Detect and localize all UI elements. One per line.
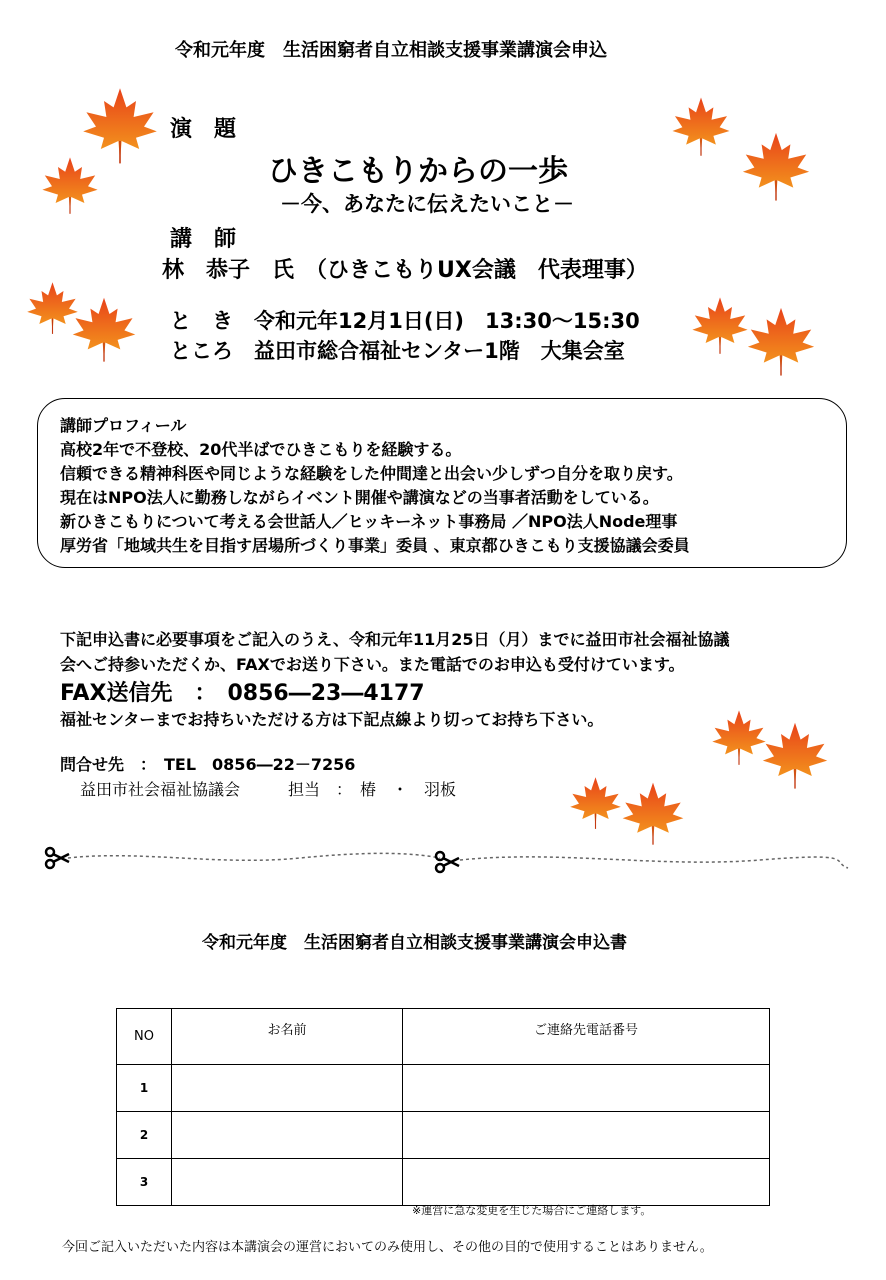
row-number: 3 [117, 1159, 172, 1206]
fax-number: FAX送信先 ： 0856―23―4177 [60, 681, 425, 706]
row-number: 2 [117, 1112, 172, 1159]
profile-line: 厚労省「地域共生を目指す居場所づくり事業」委員 、東京都ひきこもり支援協議会委員 [60, 536, 690, 555]
profile-line: 現在はNPO法人に勤務しながらイベント開催や講演などの当事者活動をしている。 [60, 488, 659, 507]
table-row [117, 1112, 770, 1159]
contact-phone: 問合せ先 ： TEL 0856―22－7256 [60, 755, 356, 774]
column-header-phone: ご連絡先電話番号 [403, 1009, 770, 1065]
name-cell[interactable] [172, 1159, 403, 1206]
speaker-label: 講 師 [170, 227, 237, 252]
profile-line: 新ひきこもりについて考える会世話人／ヒッキーネット事務局 ／NPO法人Node理事 [60, 512, 678, 531]
contact-organization: 益田市社会福祉協議会 担当 ： 椿 ・ 羽板 [80, 780, 457, 799]
date-line: と き 令和元年12月1日(日) 13:30～15:30 [170, 309, 640, 333]
maple-leaf-icon [80, 85, 160, 165]
table-row [117, 1159, 770, 1206]
privacy-notice: 今回ご記入いただいた内容は本講演会の運営においてのみ使用し、その他の目的で使用することはありません。 [62, 1240, 713, 1255]
speaker-profile-box [37, 398, 847, 568]
maple-leaf-icon [740, 130, 812, 202]
column-header-name: お名前 [172, 1009, 403, 1065]
lecture-subtitle: －今、あなたに伝えたいこと－ [280, 192, 574, 216]
phone-cell[interactable] [403, 1112, 770, 1159]
column-header-no: NO [117, 1009, 172, 1065]
place-line: ところ 益田市総合福祉センター1階 大集会室 [170, 339, 625, 363]
theme-label: 演 題 [170, 117, 237, 142]
application-form-table [116, 1008, 770, 1206]
maple-leaf-icon [620, 780, 686, 846]
maple-leaf-icon [568, 775, 623, 830]
profile-line: 高校2年で不登校、20代半ばでひきこもりを経験する。 [60, 440, 462, 459]
instructions-line-1: 下記申込書に必要事項をご記入のうえ、令和元年11月25日（月）までに益田市社会福祉協議 [60, 630, 730, 649]
speaker-name: 林 恭子 氏 （ひきこもりUX会議 代表理事） [162, 258, 648, 283]
row-number: 1 [117, 1065, 172, 1112]
phone-cell[interactable] [403, 1159, 770, 1206]
profile-line: 信頼できる精神科医や同じような経験をした仲間達と出会い少しずつ自分を取り戻す。 [60, 464, 683, 483]
scissors-icon [434, 850, 460, 874]
maple-leaf-icon [670, 95, 732, 157]
table-row [117, 1065, 770, 1112]
cut-note: 福祉センターまでお持ちいただける方は下記点線より切ってお持ち下さい。 [60, 710, 604, 729]
name-cell[interactable] [172, 1065, 403, 1112]
form-title: 令和元年度 生活困窮者自立相談支援事業講演会申込書 [202, 933, 627, 953]
lecture-title: ひきこもりからの一歩 [268, 154, 568, 189]
scissors-icon [44, 846, 70, 870]
maple-leaf-icon [40, 155, 100, 215]
page-header-title: 令和元年度 生活困窮者自立相談支援事業講演会申込 [175, 40, 607, 61]
maple-leaf-icon [690, 295, 750, 355]
maple-leaf-icon [760, 720, 830, 790]
maple-leaf-icon [70, 295, 138, 363]
profile-heading: 講師プロフィール [60, 416, 187, 435]
form-note: ※運営に急な変更を生じた場合にご連絡します。 [412, 1204, 652, 1217]
maple-leaf-icon [745, 305, 817, 377]
name-cell[interactable] [172, 1112, 403, 1159]
phone-cell[interactable] [403, 1065, 770, 1112]
instructions-line-2: 会へご持参いただくか、FAXでお送り下さい。また電話でのお申込も受付けています。 [60, 655, 685, 674]
